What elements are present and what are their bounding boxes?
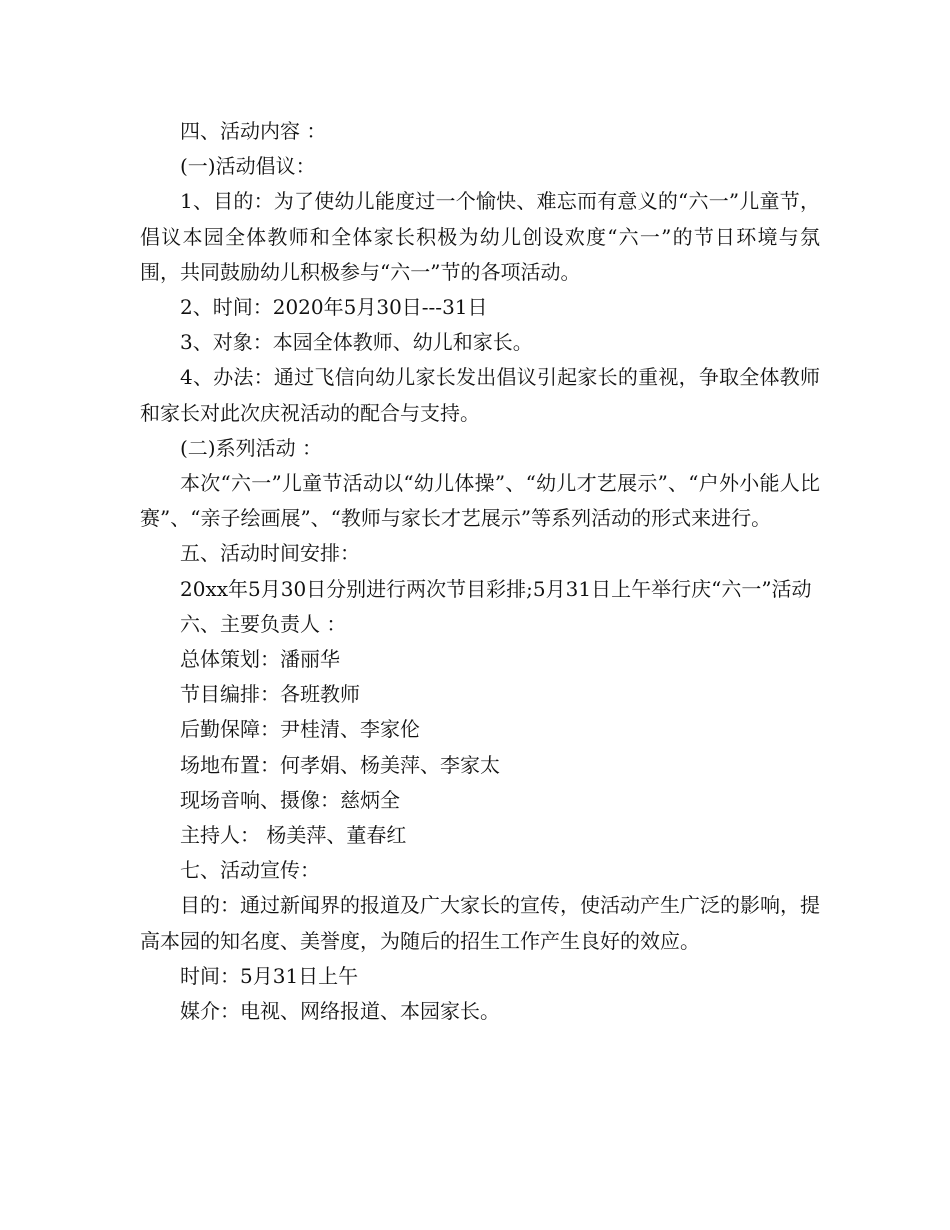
paragraph-audience: 3、对象：本园全体教师、幼儿和家长。	[180, 330, 533, 355]
paragraph-logistics: 后勤保障：尹桂清、李家伦	[180, 717, 420, 742]
section-heading-content: 四、活动内容 ：	[180, 119, 327, 143]
paragraph-venue: 场地布置：何孝娟、杨美萍、李家太	[180, 752, 500, 777]
section-heading-responsible: 六、主要负责人 ：	[180, 611, 347, 636]
section-heading-publicity: 七、活动宣传：	[180, 858, 320, 883]
paragraph-hosts: 主持人： 杨美萍、董春红	[180, 823, 407, 848]
paragraph-publicity-time: 时间：5月31日上午	[180, 963, 359, 988]
paragraph-purpose: 1、目的：为了使幼儿能度过一个愉快、难忘而有意义的“六一”儿童节，倡议本园全体教师和全体家长积极为幼儿创设欢度“六一”的节日环境与氛围，共同鼓励幼儿积极参与“六一”节的各项活动。	[140, 189, 820, 284]
paragraph-audio-video: 现场音响、摄像：慈炳全	[180, 787, 400, 812]
subsection-heading-series: (二)系列活动 ：	[180, 435, 322, 460]
paragraph-publicity-purpose: 目的：通过新闻界的报道及广大家长的宣传，使活动产生广泛的影响，提高本园的知名度、美誉度，为随后的招生工作产生良好的效应。	[140, 893, 820, 953]
document-body	[140, 114, 820, 1029]
paragraph-method: 4、办法：通过飞信向幼儿家长发出倡议引起家长的重视，争取全体教师和家长对此次庆祝活动的配合与支持。	[140, 365, 820, 425]
paragraph-schedule: 20xx年5月30日分别进行两次节目彩排;5月31日上午举行庆“六一”活动	[180, 576, 812, 601]
paragraph-time: 2、时间：2020年5月30日---31日	[180, 295, 488, 320]
paragraph-publicity-media: 媒介：电视、网络报道、本园家长。	[180, 999, 500, 1024]
paragraph-programming: 节目编排：各班教师	[180, 682, 360, 707]
paragraph-series-description: 本次“六一”儿童节活动以“幼儿体操”、“幼儿才艺展示”、“户外小能人比赛”、“亲子绘画展”、“教师与家长才艺展示”等系列活动的形式来进行。	[140, 471, 820, 531]
section-heading-schedule: 五、活动时间安排：	[180, 541, 360, 566]
paragraph-planning: 总体策划：潘丽华	[180, 647, 340, 672]
subsection-heading-proposal: (一)活动倡议：	[180, 154, 316, 179]
